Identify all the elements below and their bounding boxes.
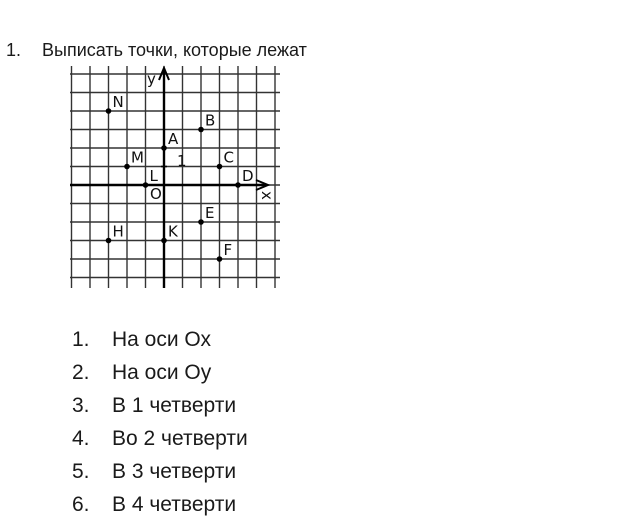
point-label-f: F: [223, 241, 233, 259]
point-f: [217, 256, 223, 262]
origin-label: O: [150, 185, 162, 203]
point-label-c: C: [223, 148, 234, 167]
coordinate-plane: [70, 64, 282, 290]
option-text: В 3 четверти: [112, 460, 237, 483]
option-text: В 4 четверти: [112, 493, 237, 516]
option-item: [72, 326, 248, 359]
y-axis-label: y: [147, 70, 156, 88]
point-label-n: N: [112, 93, 124, 111]
point-c: [217, 164, 223, 170]
point-label-m: M: [131, 148, 144, 167]
point-label-a: A: [168, 130, 179, 148]
option-number: 3.: [72, 394, 90, 417]
point-label-l: L: [149, 167, 158, 185]
point-n: [106, 108, 112, 114]
option-item: [72, 425, 248, 458]
x-axis-label: x: [258, 191, 276, 200]
coordinate-plane-figure: [70, 64, 282, 290]
option-number: 2.: [72, 361, 90, 384]
option-item: [72, 359, 248, 392]
option-number: 1.: [72, 328, 90, 351]
points: [106, 93, 254, 262]
option-item: [72, 491, 248, 524]
option-text: Во 2 четверти: [112, 427, 248, 450]
point-b: [198, 127, 204, 133]
options-list: [72, 326, 248, 524]
option-text: В 1 четверти: [112, 394, 237, 417]
option-text: На оси Оу: [112, 361, 212, 384]
point-a: [161, 145, 167, 151]
point-label-h: H: [112, 222, 124, 241]
option-item: [72, 392, 248, 425]
unit-label: 1: [177, 152, 187, 170]
point-label-e: E: [205, 204, 215, 222]
point-k: [161, 238, 167, 244]
point-m: [124, 164, 130, 170]
task-number: 1.: [6, 40, 22, 60]
point-h: [106, 238, 112, 244]
point-label-b: B: [205, 111, 216, 130]
point-label-k: K: [168, 222, 178, 241]
point-e: [198, 219, 204, 225]
option-number: 6.: [72, 493, 90, 516]
option-text: На оси Ох: [112, 328, 212, 351]
option-number: 4.: [72, 427, 90, 450]
point-l: [143, 182, 149, 188]
point-label-d: D: [242, 167, 254, 185]
task-heading: [6, 38, 307, 62]
point-d: [235, 182, 241, 188]
option-number: 5.: [72, 460, 90, 483]
task-text: Выписать точки, которые лежат: [42, 40, 307, 60]
option-item: [72, 458, 248, 491]
